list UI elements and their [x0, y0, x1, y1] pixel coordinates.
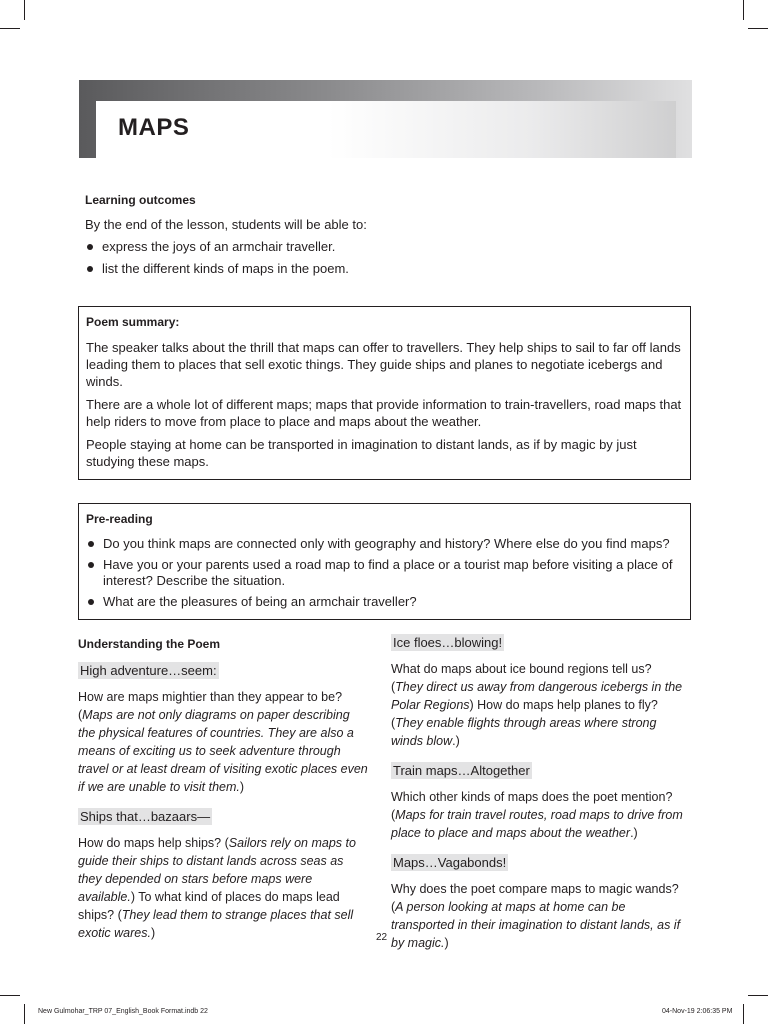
list-item: What are the pleasures of being an armchair traveller?: [86, 594, 683, 610]
section-head: Maps…Vagabonds!: [393, 855, 507, 870]
question: How do maps help planes to fly?: [477, 698, 658, 712]
question-answer: Why does the poet compare maps to magic wands? (A person looking at maps at home can be transported in their imagination to distant lands, as if by magic.): [391, 882, 681, 950]
crop-mark: [24, 1004, 25, 1024]
left-column: [78, 634, 368, 954]
learning-outcomes-intro: By the end of the lesson, students will be able to:: [85, 217, 367, 232]
answer: A person looking at maps at home can be transported in their imagination to distant lands, as if by magic.: [391, 900, 681, 950]
crop-mark: [748, 995, 768, 996]
crop-mark: [748, 28, 768, 29]
section-head: Ice floes…blowing!: [393, 635, 503, 650]
summary-paragraph: People staying at home can be transported in imagination to distant lands, as if by magic by just studying these maps.: [86, 437, 637, 469]
question: To what kind of places do maps lead ships?: [78, 890, 340, 922]
section-head: High adventure…seem:: [80, 663, 217, 678]
answer: Maps for train travel routes, road maps to drive from place to place and maps about the weather: [391, 808, 683, 840]
list-item: Have you or your parents used a road map to find a place or a tourist map before visiting a place of interest? Describe the situation.: [86, 557, 683, 589]
question: Why does the poet compare maps to magic wands?: [391, 882, 679, 896]
summary-paragraph: There are a whole lot of different maps; maps that provide information to train-travellers, road maps that help riders to move from place to place and maps about the weather.: [86, 397, 682, 429]
question: How do maps help ships?: [78, 836, 222, 850]
crop-mark: [24, 0, 25, 20]
section-head: Ships that…bazaars—: [80, 809, 211, 824]
answer: They direct us away from dangerous icebergs in the Polar Regions: [391, 680, 683, 712]
pre-reading-box: [78, 503, 691, 620]
question-answer: How do maps help ships? (Sailors rely on maps to guide their ships to distant lands across seas as they depended on stars before maps were available.) To what kind of places do maps lead ships? (They lead them to strange places that sell exotic wares.): [78, 836, 356, 940]
question: What do maps about ice bound regions tell us?: [391, 662, 652, 676]
understanding-heading: Understanding the Poem: [78, 637, 221, 651]
pre-reading-list: [86, 536, 683, 610]
section-head: Train maps…Altogether: [393, 763, 530, 778]
question: How are maps mightier than they appear to be?: [78, 690, 343, 704]
list-item: Do you think maps are connected only with geography and history? Where else do you find maps?: [86, 536, 683, 552]
summary-paragraph: The speaker talks about the thrill that maps can offer to travellers. They help ships to sail to far off lands leading them to places that sell exotic things. They guide ships and planes to negotiate icebergs and winds.: [86, 340, 681, 389]
section-high-adventure: [78, 662, 368, 796]
section-ships: [78, 808, 368, 942]
poem-summary-box: [78, 306, 691, 480]
crop-mark: [743, 1004, 744, 1024]
page-title: MAPS: [118, 114, 190, 141]
crop-mark: [0, 28, 20, 29]
section-vagabonds: [391, 854, 691, 952]
answer: They lead them to strange places that sell exotic wares.: [78, 908, 354, 940]
section-train-maps: [391, 762, 691, 842]
list-item: list the different kinds of maps in the poem.: [85, 261, 685, 277]
answer: They enable flights through areas where strong winds blow: [391, 716, 657, 748]
question-answer: What do maps about ice bound regions tell us? (They direct us away from dangerous icebergs in the Polar Regions) How do maps help planes to fly? (They enable flights through areas where strong winds blow.): [391, 662, 683, 748]
question: Which other kinds of maps does the poet mention?: [391, 790, 673, 804]
right-column: [391, 634, 691, 964]
footer-file-name: New Gulmohar_TRP 07_English_Book Format.indb 22: [38, 1008, 208, 1015]
poem-summary-heading: Poem summary:: [86, 315, 180, 329]
crop-mark: [743, 0, 744, 20]
list-item: express the joys of an armchair traveller.: [85, 239, 685, 255]
question-answer: Which other kinds of maps does the poet mention? (Maps for train travel routes, road maps to drive from place to place and maps about the weather.): [391, 790, 683, 840]
pre-reading-heading: Pre-reading: [86, 512, 153, 526]
footer-timestamp: 04-Nov-19 2:06:35 PM: [662, 1008, 733, 1015]
answer: Maps are not only diagrams on paper describing the physical features of countries. They are also a means of exciting us to seek adventure through travel or at least dream of visiting exotic places even if we are unable to visit them.: [78, 708, 368, 794]
learning-outcomes-list: [85, 239, 685, 283]
answer: Sailors rely on maps to guide their ships to distant lands across seas as they depended on stars before maps were available.: [78, 836, 356, 904]
question-answer: How are maps mightier than they appear to be? (Maps are not only diagrams on paper describing the physical features of countries. They are also a means of exciting us to seek adventure through travel or at least dream of visiting exotic places even if we are unable to visit them.): [78, 690, 368, 794]
learning-outcomes-heading: Learning outcomes: [85, 193, 196, 207]
page-number: 22: [376, 932, 388, 943]
crop-mark: [0, 995, 20, 996]
section-ice-floes: [391, 634, 691, 750]
